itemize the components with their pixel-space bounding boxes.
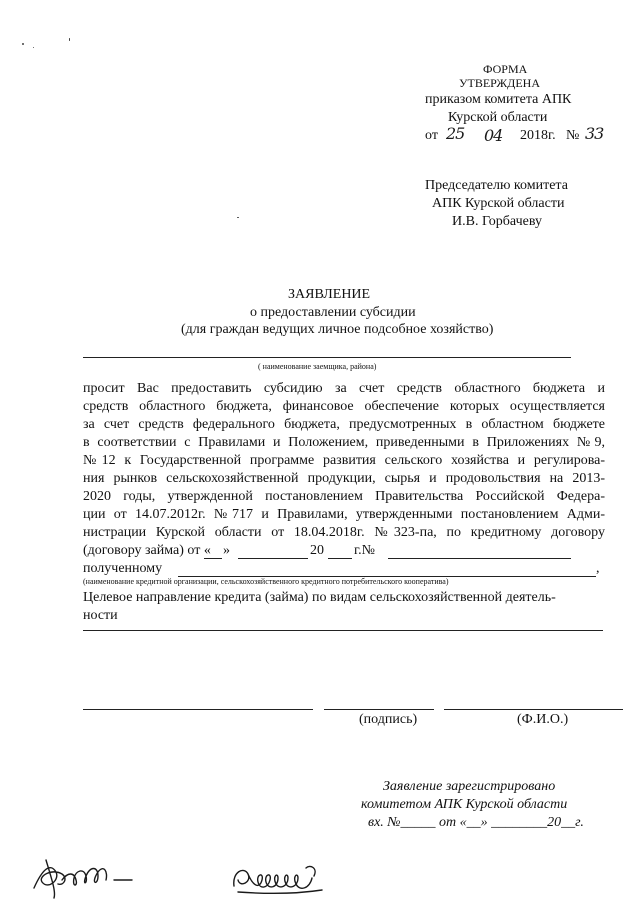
handwritten-signature-left — [28, 850, 138, 900]
registration-line-2: комитетом АПК Курской области — [361, 797, 568, 812]
addressee-line-1: Председателю комитета — [425, 178, 568, 193]
approval-month-handwritten: 04 — [484, 126, 503, 145]
approval-date-prefix: от — [425, 128, 438, 143]
received-label: полученному — [83, 561, 163, 576]
approved-label: УТВЕРЖДЕНА — [459, 76, 541, 90]
approval-region-line: Курской области — [448, 110, 548, 125]
loan-number-label: г.№ — [354, 543, 376, 558]
approval-order-line: приказом комитета АПК — [425, 92, 572, 107]
loan-day-blank — [204, 558, 222, 559]
scan-speck — [33, 47, 34, 48]
loan-purpose-line-2: ности — [83, 608, 118, 623]
loan-agreement-prefix: (договору займа) от « — [83, 543, 211, 558]
body-line-8: ции от 14.07.2012г. №717 и Правилами, утвержденными постановлением Адми- — [83, 507, 605, 522]
body-line-9: нистрации Курской области от 18.04.2018г. №323-па, по кредитному договору — [83, 525, 605, 540]
body-line-1: просит Вас предоставить субсидию за счет средств областного бюджета и — [83, 381, 605, 396]
registration-line-1: Заявление зарегистрировано — [383, 779, 556, 794]
loan-purpose-line-1: Целевое направление кредита (займа) по видам сельскохозяйственной деятель- — [83, 590, 556, 605]
body-line-6: ния рынков сельскохозяйственной продукции, сырья и продовольствия на 2013- — [83, 471, 605, 486]
creditor-caption: (наименование кредитной организации, сельскохозяйственного кредитного потребительского кооператива) — [83, 577, 449, 586]
addressee-line-3: И.В. Горбачеву — [452, 214, 542, 229]
approval-number-handwritten: 33 — [585, 124, 604, 143]
applicant-name-caption: ( наименование заемщика, района) — [258, 362, 377, 371]
signature-blank-2 — [324, 709, 434, 710]
signature-blank-1 — [83, 709, 313, 710]
signature-blank-3 — [444, 709, 623, 710]
handwritten-signature-right — [226, 858, 336, 900]
body-line-7: 2020 годы, утвержденной постановлением Правительства Российской Федера- — [83, 489, 605, 504]
loan-purpose-blank-line — [83, 630, 603, 631]
body-line-2: средств областного бюджета, финансовое обеспечение которых осуществляется — [83, 399, 605, 414]
approval-number-sign: № — [566, 128, 580, 143]
loan-year-blank — [328, 558, 352, 559]
body-line-5: №12 к Государственной программе развития сельского хозяйства и регулирова- — [83, 453, 605, 468]
loan-month-blank — [238, 558, 308, 559]
scan-speck — [69, 38, 70, 41]
approval-day-handwritten: 25 — [446, 124, 465, 143]
signature-label: (подпись) — [359, 712, 418, 727]
scan-speck — [22, 43, 24, 45]
body-line-4: в соответствии с Правилами и Положением, приведенными в Приложениях №9, — [83, 435, 605, 450]
form-label: ФОРМА — [483, 62, 528, 76]
full-name-label: (Ф.И.О.) — [517, 712, 569, 727]
loan-year-prefix: 20 — [310, 543, 324, 558]
document-subtitle-note: (для граждан ведущих личное подсобное хозяйство) — [181, 322, 494, 337]
applicant-name-line — [83, 357, 571, 358]
registration-line-3: вх. №_____ от «__» ________20__г. — [368, 815, 584, 830]
addressee-line-2: АПК Курской области — [432, 196, 565, 211]
scan-speck — [237, 217, 239, 218]
document-title: ЗАЯВЛЕНИЕ — [288, 287, 371, 302]
loan-number-blank — [388, 558, 571, 559]
document-subtitle: о предоставлении субсидии — [250, 305, 416, 320]
body-line-3: за счет средств федерального бюджета, предусмотренных в областном бюджете — [83, 417, 605, 432]
approval-year: 2018г. — [520, 128, 556, 143]
loan-quote-close: » — [223, 543, 230, 558]
creditor-line-comma: , — [596, 561, 600, 576]
